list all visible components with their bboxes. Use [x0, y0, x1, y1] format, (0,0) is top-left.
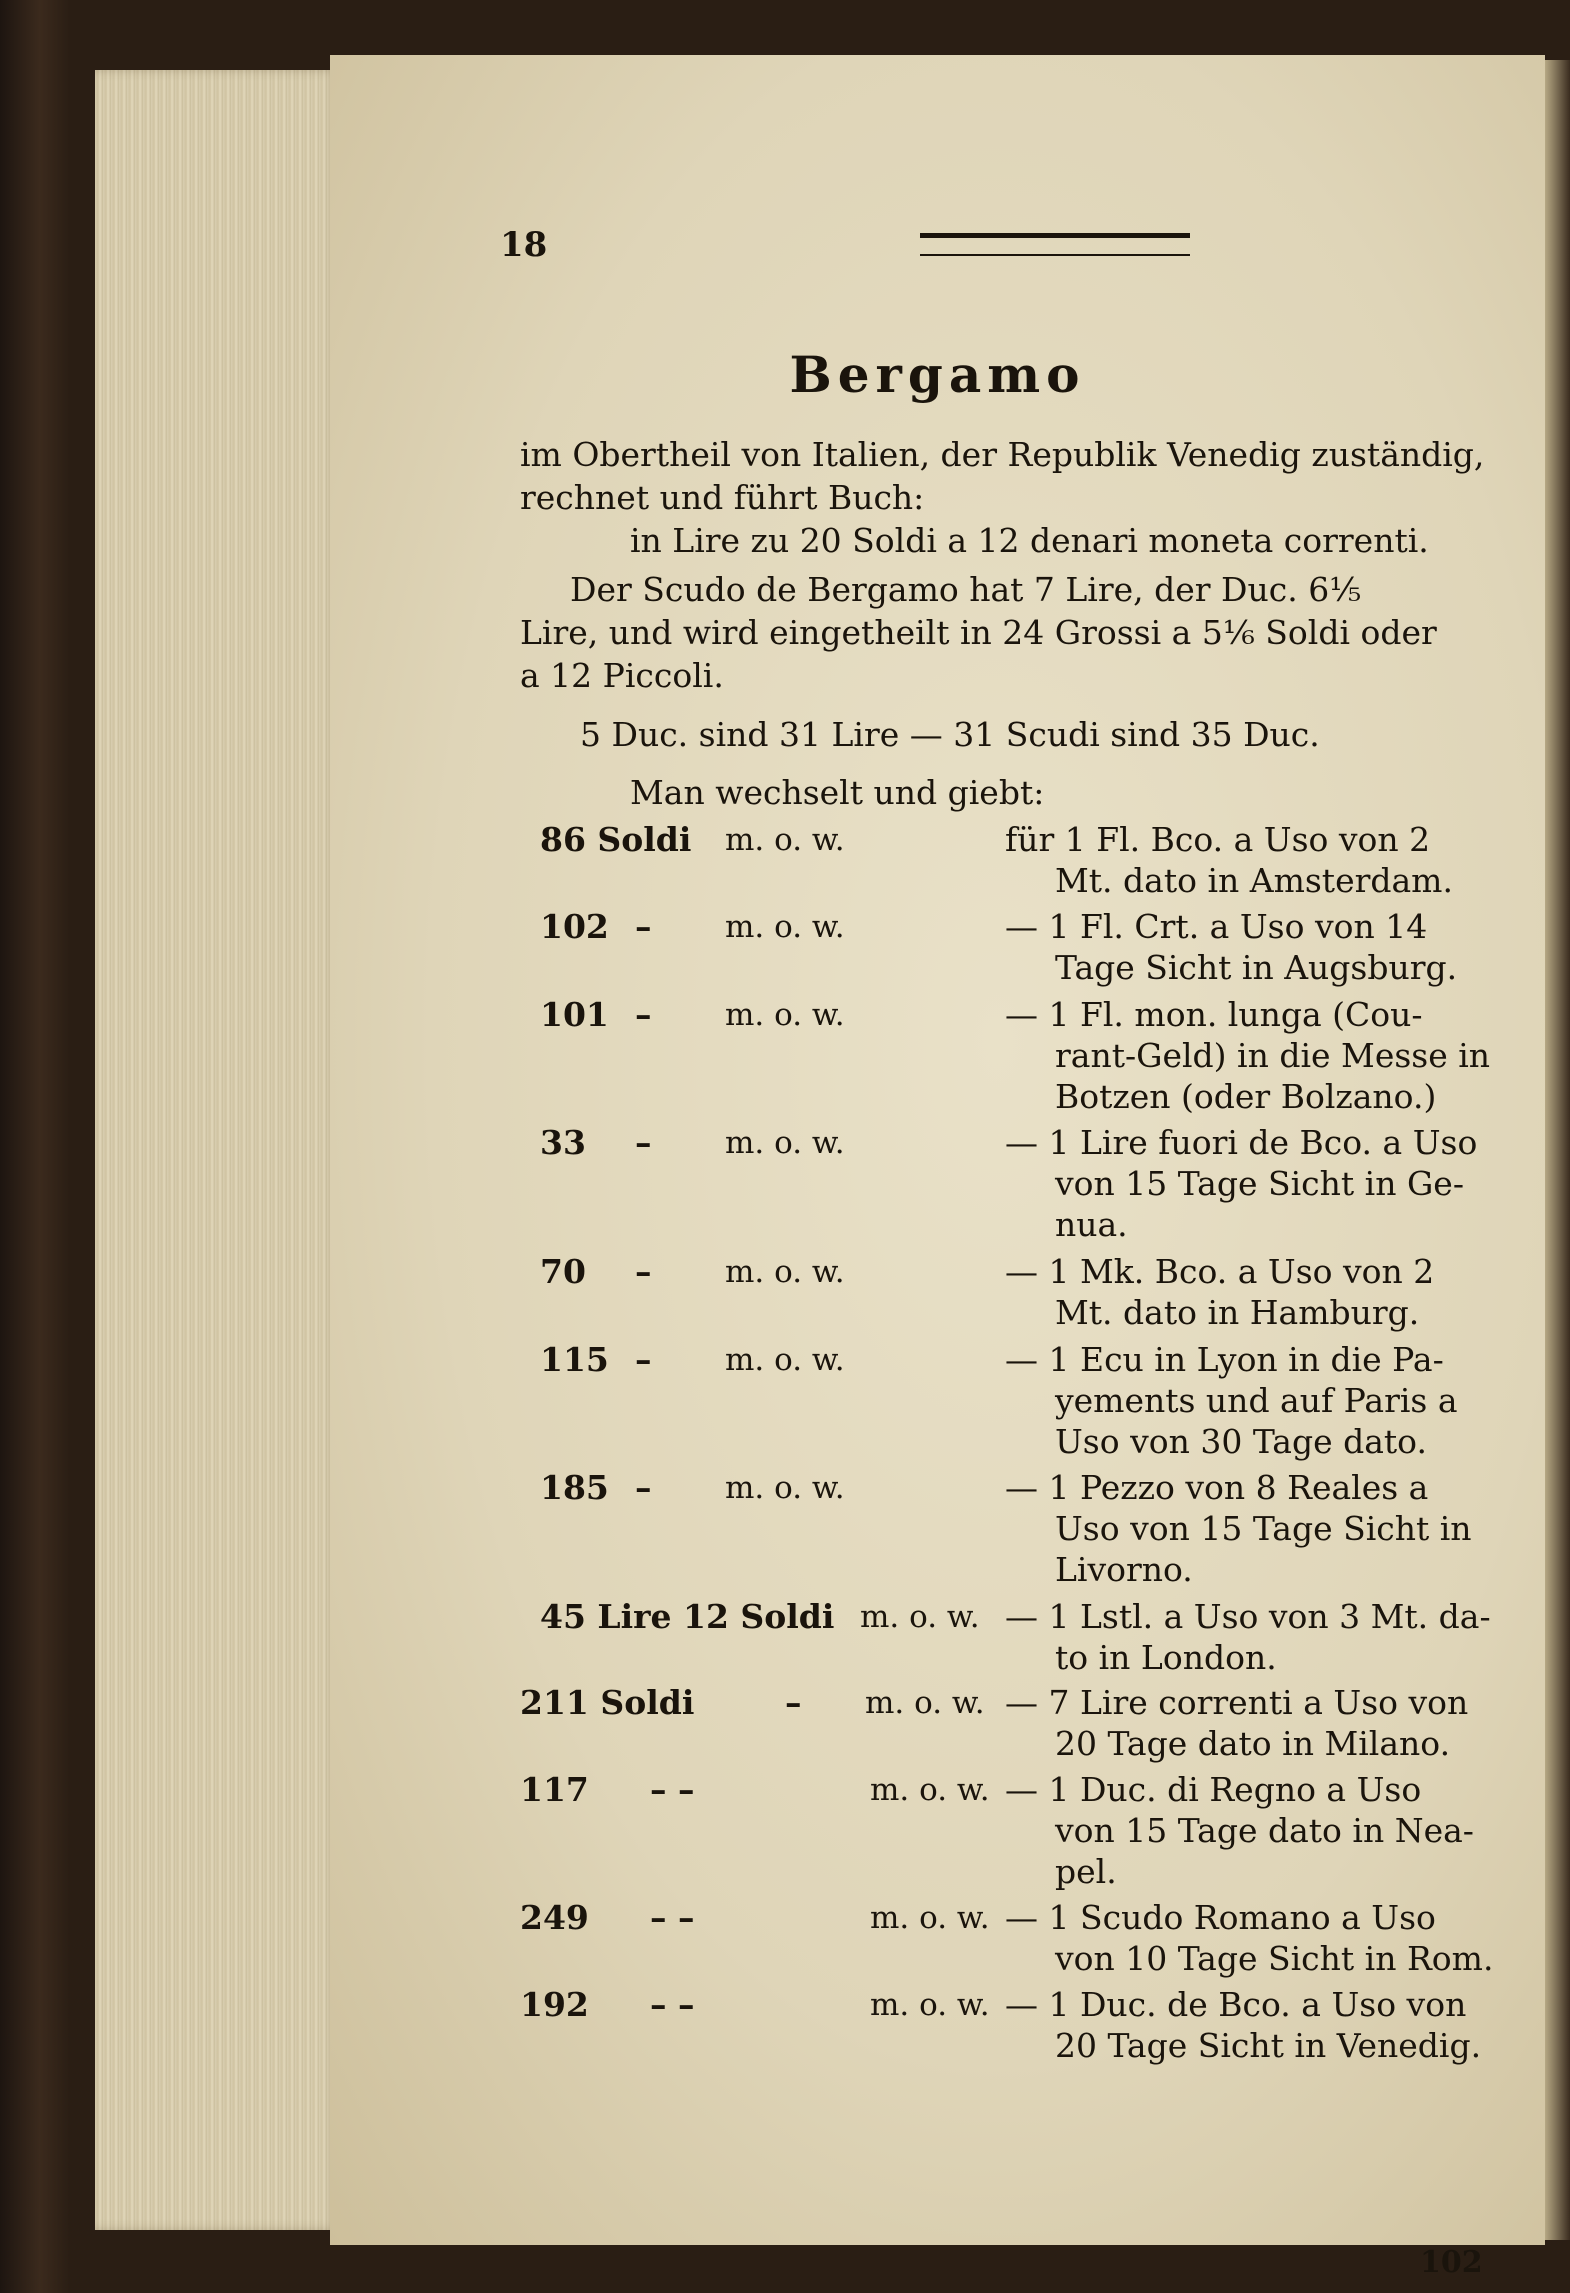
row-desc: von 15 Tage Sicht in Ge- [1055, 1164, 1464, 1203]
row-desc: nua. [1055, 1205, 1128, 1244]
row-amount: 86 Soldi [540, 820, 692, 859]
row-mow: m. o. w. [865, 1685, 985, 1721]
row-desc: to in London. [1055, 1638, 1277, 1677]
row-desc: für 1 Fl. Bco. a Uso von 2 [1005, 820, 1431, 859]
intro-line: Lire, und wird eingetheilt in 24 Grossi a 5⅙ Soldi oder [520, 613, 1437, 652]
row-dash: – – [650, 1898, 695, 1937]
row-dash: – [635, 1123, 652, 1162]
row-dash: – [635, 995, 652, 1034]
intro-line: in Lire zu 20 Soldi a 12 denari moneta correnti. [630, 521, 1429, 560]
row-dash: – [635, 1468, 652, 1507]
intro-line: Man wechselt und giebt: [630, 773, 1045, 812]
intro-line: im Obertheil von Italien, der Republik Venedig zuständig, [520, 435, 1485, 474]
row-dash: – – [650, 1985, 695, 2024]
row-mow: m. o. w. [725, 997, 845, 1033]
row-amount: 249 [520, 1898, 589, 1937]
row-mow: m. o. w. [860, 1599, 980, 1635]
row-desc: — 1 Duc. de Bco. a Uso von [1005, 1985, 1467, 2024]
row-dash: – [635, 1252, 652, 1291]
intro-line: a 12 Piccoli. [520, 656, 724, 695]
row-mow: m. o. w. [870, 1900, 990, 1936]
row-dash: – [785, 1683, 802, 1722]
page-number: 18 [500, 225, 548, 265]
row-desc: Livorno. [1055, 1550, 1193, 1589]
row-mow: m. o. w. [725, 1254, 845, 1290]
row-mow: m. o. w. [725, 1125, 845, 1161]
row-mow: m. o. w. [870, 1772, 990, 1808]
row-desc: 20 Tage dato in Milano. [1055, 1724, 1451, 1763]
row-desc: — 1 Fl. mon. lunga (Cou- [1005, 995, 1423, 1034]
row-desc: — 1 Lstl. a Uso von 3 Mt. da- [1005, 1597, 1491, 1636]
intro-line: Der Scudo de Bergamo hat 7 Lire, der Duc. 6⅕ [570, 570, 1362, 609]
row-mow: m. o. w. [870, 1987, 990, 2023]
row-mow: m. o. w. [725, 909, 845, 945]
row-amount: 102 [540, 907, 609, 946]
row-desc: rant-Geld) in die Messe in [1055, 1036, 1491, 1075]
row-desc: — 1 Mk. Bco. a Uso von 2 [1005, 1252, 1435, 1291]
intro-line: 5 Duc. sind 31 Lire — 31 Scudi sind 35 Duc. [580, 715, 1320, 754]
row-desc: Uso von 15 Tage Sicht in [1055, 1509, 1472, 1548]
row-desc: — 1 Lire fuori de Bco. a Uso [1005, 1123, 1478, 1162]
row-mow: m. o. w. [725, 1342, 845, 1378]
row-dash: – – [650, 1770, 695, 1809]
row-desc: von 15 Tage dato in Nea- [1055, 1811, 1474, 1850]
row-desc: Mt. dato in Hamburg. [1055, 1293, 1420, 1332]
row-desc: — 1 Scudo Romano a Uso [1005, 1898, 1436, 1937]
intro-line: rechnet und führt Buch: [520, 478, 925, 517]
page-title: Bergamo [789, 345, 1086, 404]
header-ornament-rule [920, 233, 1190, 256]
row-desc: — 1 Duc. di Regno a Uso [1005, 1770, 1422, 1809]
row-desc: — 7 Lire correnti a Uso von [1005, 1683, 1469, 1722]
row-desc: — 1 Ecu in Lyon in die Pa- [1005, 1340, 1444, 1379]
row-amount: 192 [520, 1985, 589, 2024]
book-page-edges [95, 70, 340, 2230]
row-amount: 115 [540, 1340, 609, 1379]
row-desc: Tage Sicht in Augsburg. [1055, 948, 1458, 987]
catchword: 102 [1420, 2245, 1483, 2280]
row-amount: 117 [520, 1770, 589, 1809]
row-desc: 20 Tage Sicht in Venedig. [1055, 2026, 1482, 2065]
row-desc: yements und auf Paris a [1055, 1381, 1458, 1420]
row-desc: Botzen (oder Bolzano.) [1055, 1077, 1437, 1116]
row-amount: 211 Soldi [520, 1683, 695, 1722]
row-desc: Uso von 30 Tage dato. [1055, 1422, 1427, 1461]
row-mow: m. o. w. [725, 822, 845, 858]
row-amount: 101 [540, 995, 609, 1034]
book-right-edge [1545, 60, 1570, 2240]
row-desc: — 1 Fl. Crt. a Uso von 14 [1005, 907, 1428, 946]
row-desc: von 10 Tage Sicht in Rom. [1055, 1939, 1494, 1978]
row-amount: 45 Lire 12 Soldi [540, 1597, 835, 1636]
row-mow: m. o. w. [725, 1470, 845, 1506]
row-dash: – [635, 907, 652, 946]
row-desc: — 1 Pezzo von 8 Reales a [1005, 1468, 1429, 1507]
row-dash: – [635, 1340, 652, 1379]
row-amount: 33 [540, 1123, 586, 1162]
row-amount: 70 [540, 1252, 586, 1291]
row-amount: 185 [540, 1468, 609, 1507]
book-page [330, 55, 1545, 2280]
row-desc: Mt. dato in Amsterdam. [1055, 861, 1453, 900]
row-desc: pel. [1055, 1852, 1117, 1891]
